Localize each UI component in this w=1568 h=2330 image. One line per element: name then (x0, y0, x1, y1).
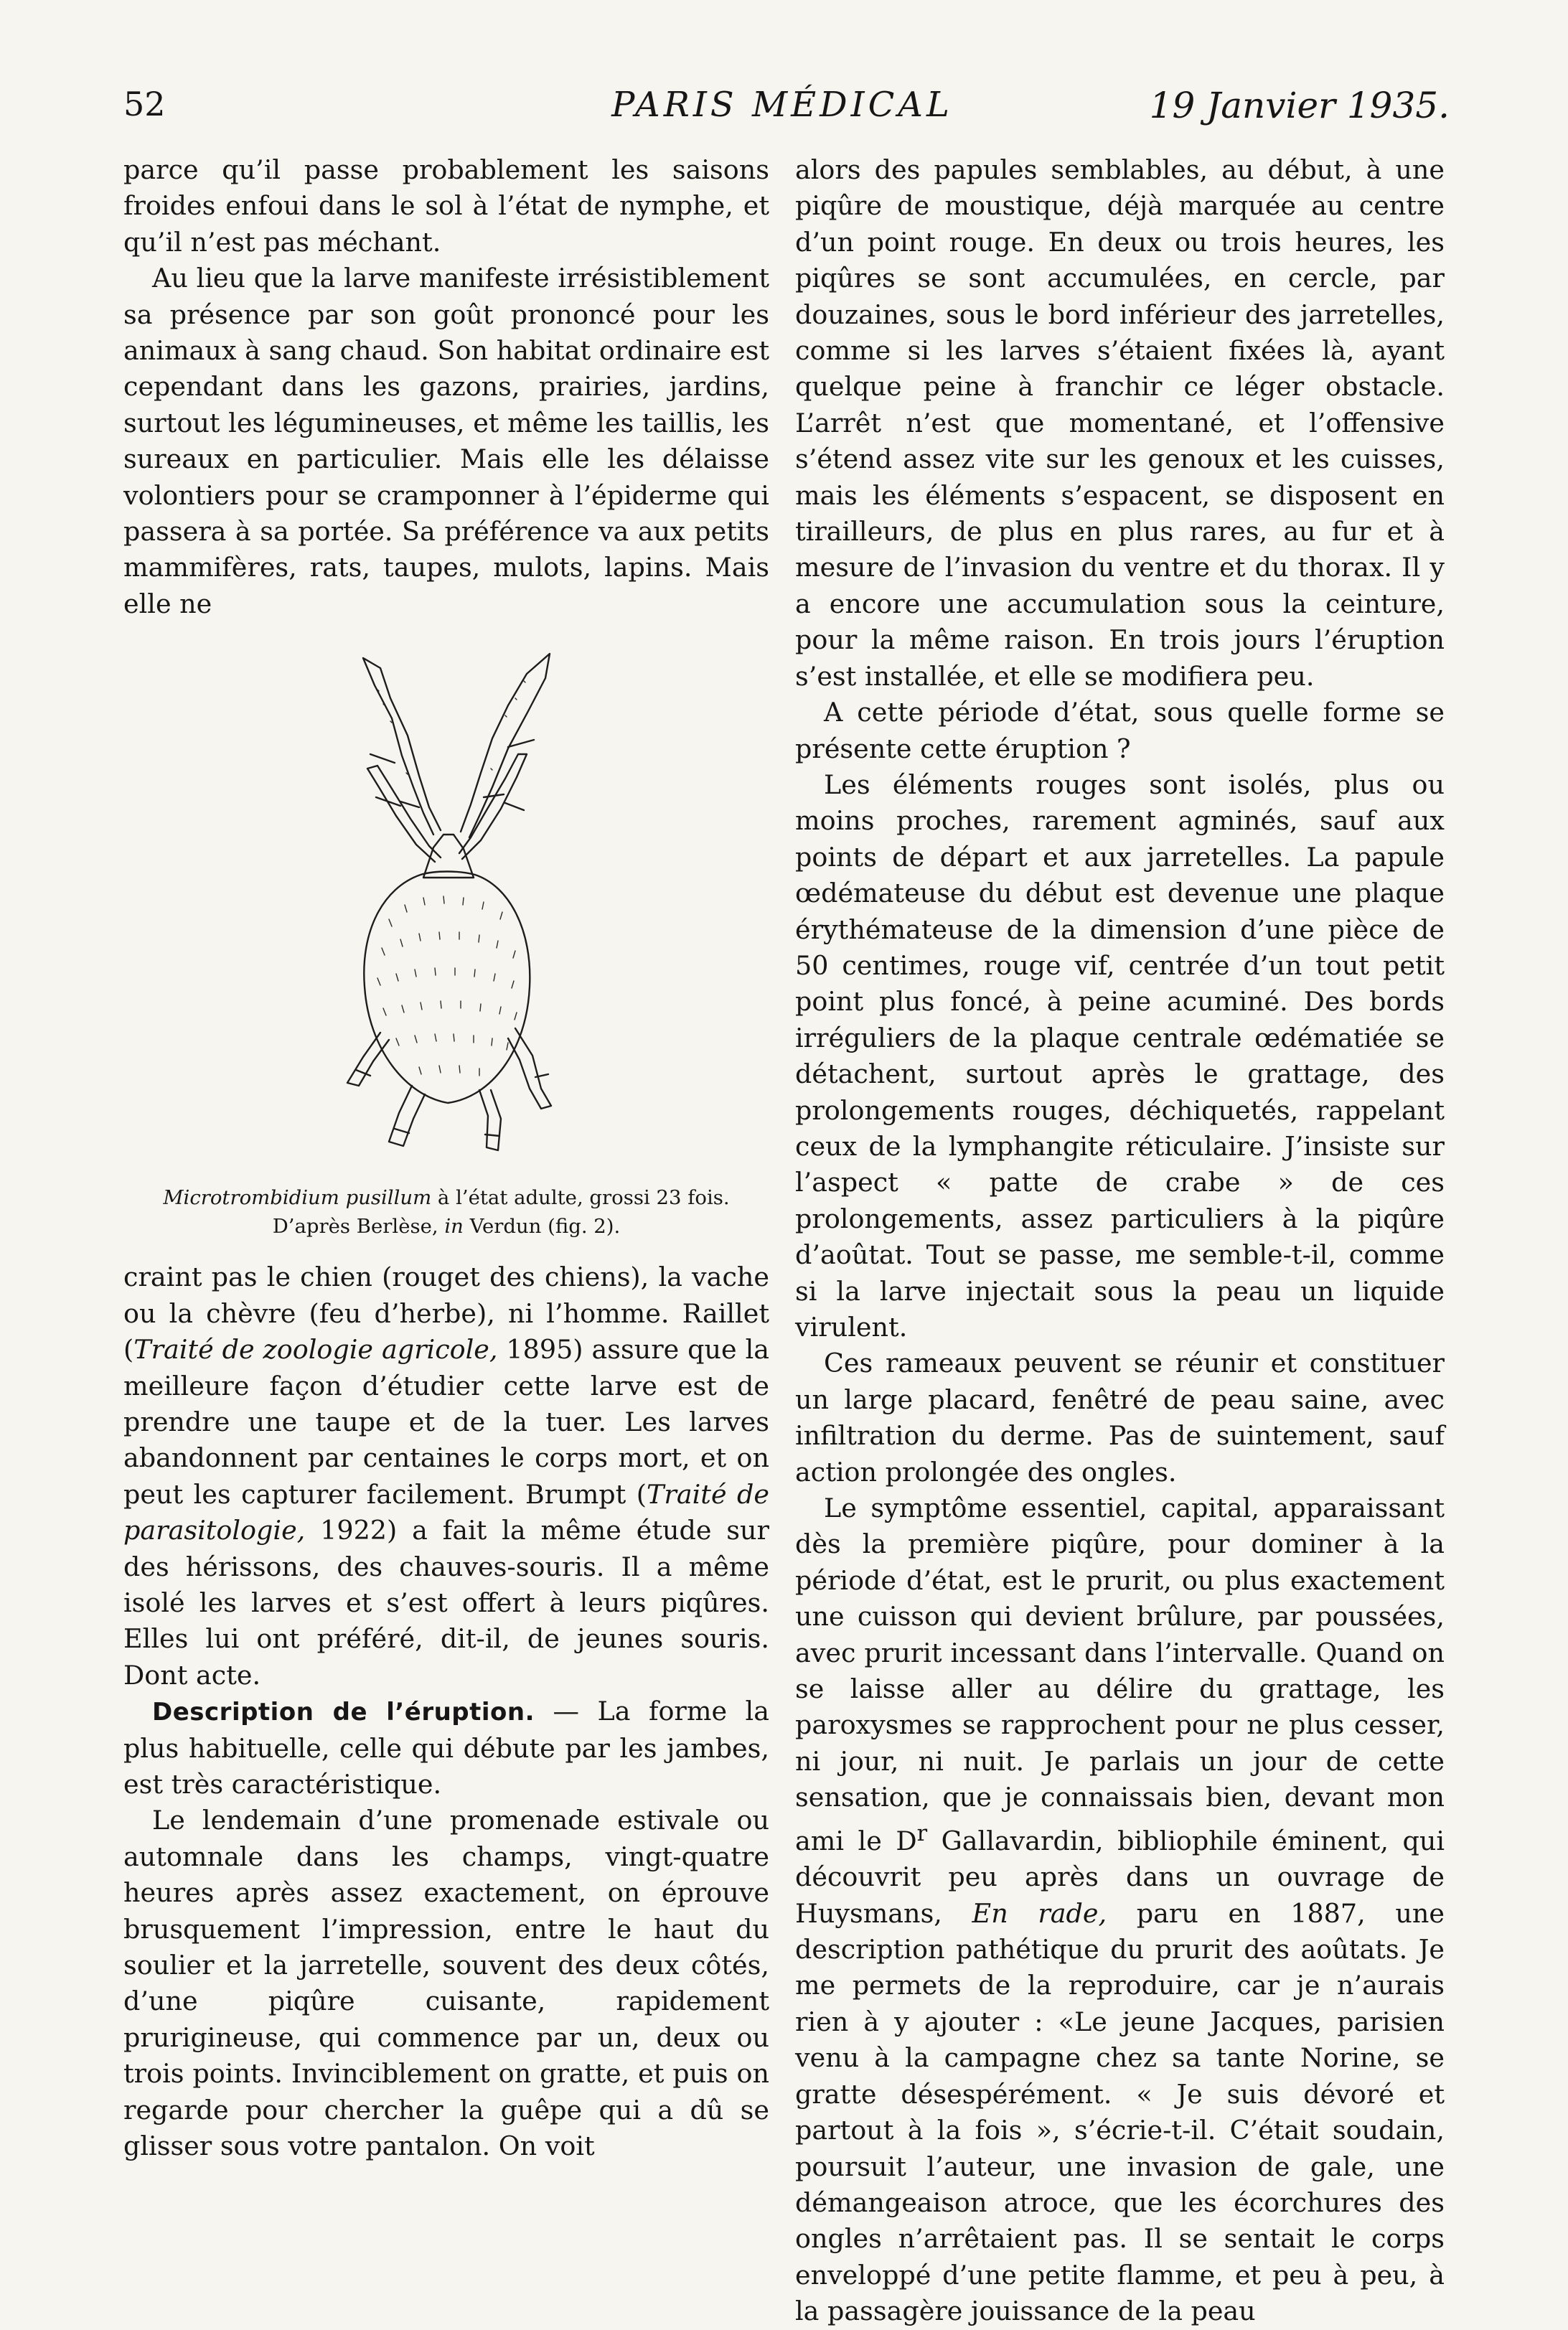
right-paragraph-1: alors des papules semblables, au début, à une piqûre de moustique, déjà marquée au centre d’un point rouge. En deux ou trois heures, les piqûres se sont accumulées, en cercle, par douzaines, sous le bord inférieur des jarretelles, comme si les larves s’étaient fixées là, ayant quelque peine à franchir ce léger obstacle. L’arrêt n’est que momentané, et l’offensive s’étend assez vite sur les genoux et les cuisses, mais les éléments s’espacent, se disposent en tirailleurs, de plus en plus rares, au fur et à mesure de l’invasion du ventre et du thorax. Il y a encore une accumulation sous la ceinture, pour la même raison. En trois jours l’éruption s’est installée, et elle se modifiera peu. (795, 154, 1445, 692)
figure-2 (123, 647, 769, 1241)
citation-brumpt: Traité de parasitologie, (123, 1478, 769, 1546)
issue-date: 19 Janvier 1935. (1149, 85, 1450, 126)
right-paragraph-4: Ces rameaux peuvent se réunir et constituer un large placard, fenêtré de peau saine, avec infiltration du derme. Pas de suintement, sauf action prolongée des ongles. (795, 1348, 1445, 1488)
page-number: 52 (123, 85, 166, 123)
left-paragraph-1: parce qu’il passe probablement les saisons froides enfoui dans le sol à l’état de nymphe, et qu’il n’est pas méchant. (123, 154, 769, 258)
section-heading: Description de l’éruption. (152, 1698, 535, 1727)
figure-caption (123, 1183, 769, 1241)
right-column (795, 152, 1445, 2330)
left-paragraph-3: craint pas le chien (rouget des chiens), la vache ou la chèvre (feu d’herbe), ni l’homme. Raillet (Traité de zoologie agricole, 1895) assure que la meilleure façon d’étudier cette larve est de prendre une taupe et de la tuer. Les larves abandonnent par centaines le corps mort, et on peut les capturer facilement. Brumpt (Traité de parasitologie, 1922) a fait la même étude sur des hérissons, des chauves-souris. Il a même isolé les larves et s’est offert à leurs piqûres. Elles lui ont préféré, dit-il, de jeunes souris. Dont acte. (123, 1262, 770, 1691)
caption-source: D’après Berlèse, (272, 1215, 445, 1239)
doctor-abbrev-sup: r (916, 1821, 928, 1846)
caption-species: Microtrombidium pusillum (163, 1186, 432, 1210)
left-paragraph-5: Le lendemain d’une promenade estivale ou automnale dans les champs, vingt-quatre heures après assez exactement, on éprouve brusquement l’impression, entre le haut du soulier et la jarretelle, souvent des deux côtés, d’une piqûre cuisante, rapidement prurigineuse, qui commence par un, deux ou trois points. Invinciblement on gratte, et puis on regarde pour chercher la guêpe qui a dû se glisser sous votre pantalon. On voit (123, 1805, 769, 2162)
caption-text: à l’état adulte, grossi 23 fois. (431, 1186, 730, 1210)
right-paragraph-2: A cette période d’état, sous quelle forme se présente cette éruption ? (795, 697, 1445, 764)
left-column (123, 152, 769, 2164)
page-header (115, 85, 1450, 135)
journal-title: PARIS MÉDICAL (611, 85, 953, 125)
right-paragraph-3: Les éléments rouges sont isolés, plus ou moins proches, rarement agminés, sauf aux points de départ et aux jarretelles. La papule œdémateuse du début est devenue une plaque érythémateuse de la dimension d’une pièce de 50 centimes, rouge vif, centrée d’un tout petit point plus foncé, à peine acuminé. Des bords irréguliers de la plaque centrale œdématiée se détachent, surtout après le grattage, des prolongements rouges, déchiquetés, rappelant ceux de la lymphangite réticulaire. J’insiste sur l’aspect « patte de crabe » de ces prolongements, assez particuliers à la piqûre d’aoûtat. Tout se passe, me semble-t-il, comme si la larve injectait sous la peau un liquide virulent. (795, 769, 1445, 1343)
mite-illustration-image (339, 647, 554, 1163)
citation-en-rade: En rade, (972, 1897, 1107, 1929)
citation-raillet: Traité de zoologie agricole, (133, 1334, 498, 1366)
caption-in: in (444, 1215, 464, 1239)
left-paragraph-4: Description de l’éruption. — La forme la plus habituelle, celle qui débute par les jambes, est très caractéristique. (123, 1696, 769, 1800)
right-paragraph-5: Le symptôme essentiel, capital, apparaissant dès la première piqûre, pour dominer à la période d’état, est le prurit, ou plus exactement une cuisson qui devient brûlure, par poussées, avec prurit incessant dans l’intervalle. Quand on se laisse aller au délire du grattage, les paroxysmes se rapprochent pour ne plus cesser, ni jour, ni nuit. Je parlais un jour de cette sensation, que je connaissais bien, devant mon ami le $D^r$ Gallavardin, bibliophile éminent, qui découvrit peu après dans un ouvrage de Huysmans, En rade, paru en 1887, une description pathétique du prurit des aoûtats. Je me permets de la reproduire, car je n’aurais rien à y ajouter : «Le jeune Jacques, parisien venu à la campagne chez sa tante Norine, se gratte désespérément. « Je suis dévoré et partout à la fois », s’écrie-t-il. C’était soudain, poursuit l’auteur, une invasion de gale, une démangeaison atroce, que les écorchures des ongles n’arrêtaient pas. Il se sentait le corps enveloppé d’une petite flamme, et peu à peu, à la passagère jouissance de la peau (795, 1493, 1445, 2327)
left-paragraph-2: Au lieu que la larve manifeste irrésistiblement sa présence par son goût prononcé pour les animaux à sang chaud. Son habitat ordinaire est cependant dans les gazons, prairies, jardins, surtout les légumineuses, et même les taillis, les sureaux en particulier. Mais elle les délaisse volontiers pour se cramponner à l’épiderme qui passera à sa portée. Sa préférence va aux petits mammifères, rats, taupes, mulots, lapins. Mais elle ne (123, 263, 769, 619)
caption-reference: Verdun (fig. 2). (463, 1215, 621, 1239)
